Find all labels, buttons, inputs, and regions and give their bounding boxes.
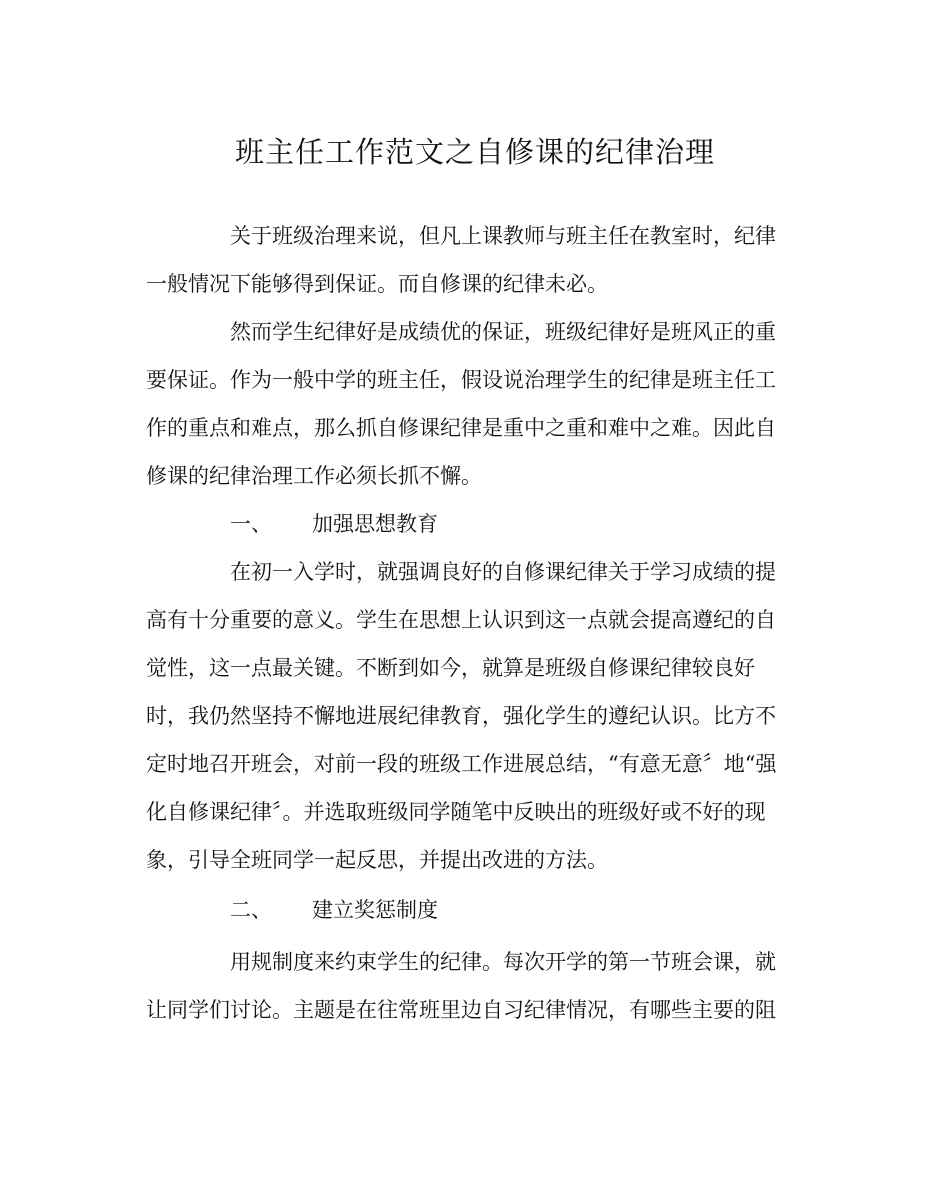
paragraph-3-line-1: 在初一入学时，就强调良好的自修课纪律关于学习成绩的提 xyxy=(230,560,776,584)
paragraph-3-line-7: 象，引导全班同学一起反思，并提出改进的方法。 xyxy=(146,848,608,872)
paragraph-3-line-5: 定时地召开班会，对前一段的班级工作进展总结，“有意无意〞地“强 xyxy=(146,752,777,776)
paragraph-3-line-3: 觉性，这一点最关键。不断到如今，就算是班级自修课纪律较良好 xyxy=(146,656,755,680)
paragraph-3-line-4: 时，我仍然坚持不懈地进展纪律教育，强化学生的遵纪认识。比方不 xyxy=(146,704,776,728)
page-title: 班主任工作范文之自修课的纪律治理 xyxy=(234,135,715,169)
section-1-heading: 加强思想教育 xyxy=(312,512,438,536)
paragraph-3-line-2: 高有十分重要的意义。学生在思想上认识到这一点就会提高遵纪的自 xyxy=(146,608,776,632)
paragraph-3-line-6: 化自修课纪律〞。并选取班级同学随笔中反映出的班级好或不好的现 xyxy=(146,800,766,824)
paragraph-1-line-1: 关于班级治理来说，但凡上课教师与班主任在教室时，纪律 xyxy=(230,224,776,248)
paragraph-4-line-1: 用规制度来约束学生的纪律。每次开学的第一节班会课，就 xyxy=(230,950,776,974)
paragraph-1-line-2: 一般情况下能够得到保证。而自修课的纪律未必。 xyxy=(146,272,608,296)
section-2-heading: 建立奖惩制度 xyxy=(312,898,438,922)
section-2-number: 二、 xyxy=(230,898,272,922)
paragraph-4-line-2: 让同学们讨论。主题是在往常班里边自习纪律情况，有哪些主要的阻 xyxy=(146,998,776,1022)
section-1-number: 一、 xyxy=(230,512,272,536)
paragraph-2-line-3: 作的重点和难点，那么抓自修课纪律是重中之重和难中之难。因此自 xyxy=(146,416,776,440)
paragraph-2-line-1: 然而学生纪律好是成绩优的保证，班级纪律好是班风正的重 xyxy=(230,320,776,344)
paragraph-2-line-2: 要保证。作为一般中学的班主任，假设说治理学生的纪律是班主任工 xyxy=(146,368,776,392)
paragraph-2-line-4: 修课的纪律治理工作必须长抓不懈。 xyxy=(146,464,482,488)
